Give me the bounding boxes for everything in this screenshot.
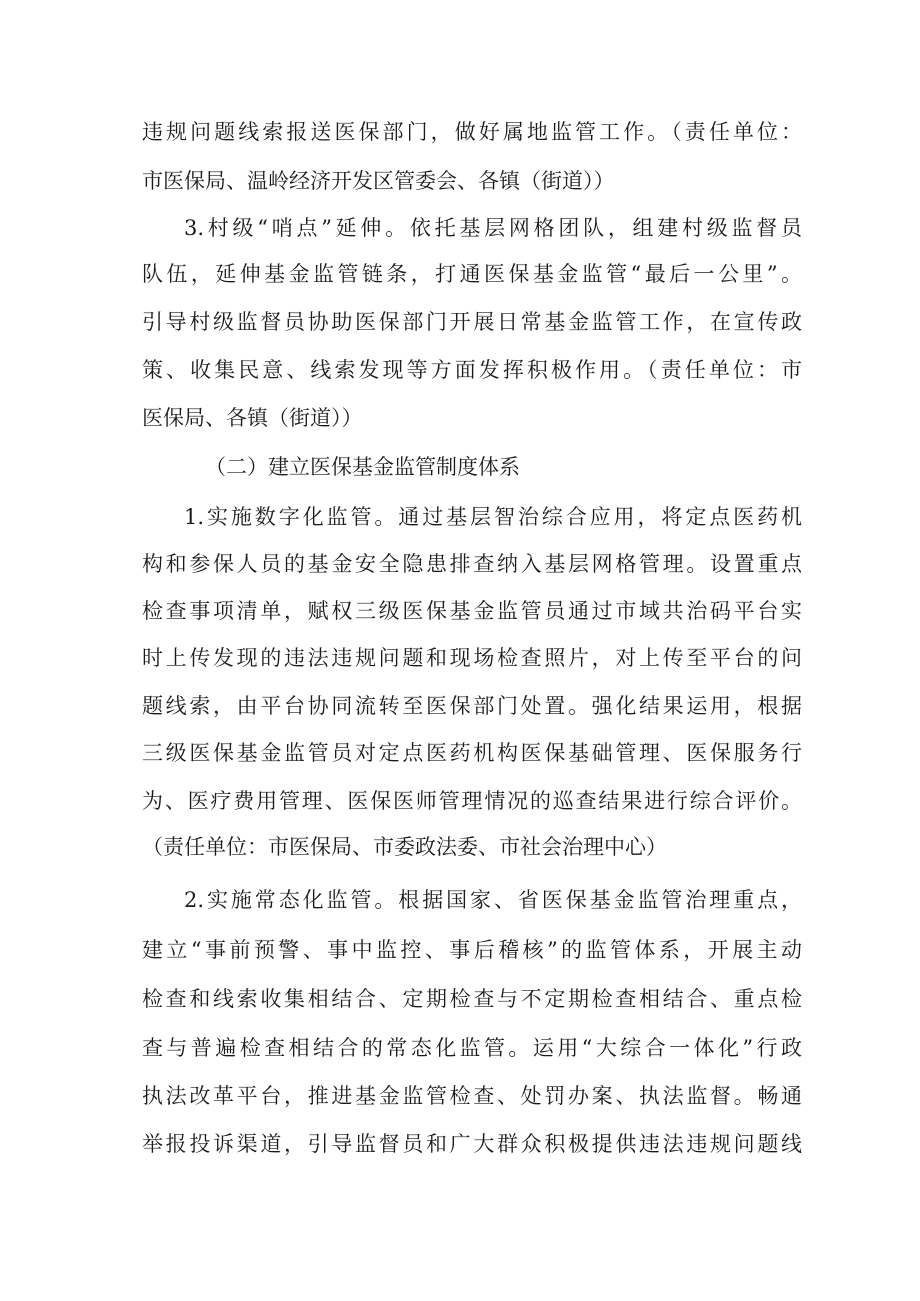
text-line: 策、收集民意、线索发现等方面发挥积极作用。（责任单位：市 — [142, 358, 802, 382]
text-line: 市医保局、温岭经济开发区管委会、各镇（街道）） — [142, 169, 615, 193]
text-line: 队伍，延伸基金监管链条，打通医保基金监管“最后一公里”。 — [142, 262, 802, 286]
text-line: 构和参保人员的基金安全隐患排查纳入基层网格管理。设置重点 — [142, 552, 802, 576]
item-heading-line: 3.村级“哨点”延伸。依托基层网格团队，组建村级监督员 — [184, 216, 802, 240]
text-line: 医保局、各镇（街道）） — [142, 406, 363, 430]
text-line: 违规问题线索报送医保部门，做好属地监管工作。（责任单位： — [142, 120, 802, 144]
text-line: 检查事项清单，赋权三级医保基金监管员通过市域共治码平台实 — [142, 599, 802, 623]
text-line: 为、医疗费用管理、医保医师管理情况的巡查结果进行综合评价。 — [142, 789, 802, 813]
text-line: 引导村级监督员协助医保部门开展日常基金监管工作，在宣传政 — [142, 310, 802, 334]
text-line: 举报投诉渠道，引导监督员和广大群众积极提供违法违规问题线 — [142, 1132, 802, 1156]
text-line: 题线索，由平台协同流转至医保部门处置。强化结果运用，根据 — [142, 694, 802, 718]
text-line: 执法改革平台，推进基金监管检查、处罚办案、执法监督。畅通 — [142, 1084, 802, 1108]
item-heading-line: 1.实施数字化监管。通过基层智治综合应用，将定点医药机 — [184, 505, 802, 529]
text-line: 查与普遍检查相结合的常态化监管。运用“大综合一体化”行政 — [142, 1036, 802, 1060]
item-heading-line: 2.实施常态化监管。根据国家、省医保基金监管治理重点， — [184, 888, 802, 912]
text-line: 三级医保基金监管员对定点医药机构医保基础管理、医保服务行 — [142, 741, 802, 765]
text-line: 时上传发现的违法违规问题和现场检查照片，对上传至平台的问 — [142, 646, 802, 670]
text-line: 检查和线索收集相结合、定期检查与不定期检查相结合、重点检 — [142, 987, 802, 1011]
text-line: （责任单位：市医保局、市委政法委、市社会治理中心） — [142, 835, 667, 859]
section-heading: （二）建立医保基金监管制度体系 — [205, 455, 520, 479]
text-line: 建立“事前预警、事中监控、事后稽核”的监管体系，开展主动 — [142, 938, 802, 962]
